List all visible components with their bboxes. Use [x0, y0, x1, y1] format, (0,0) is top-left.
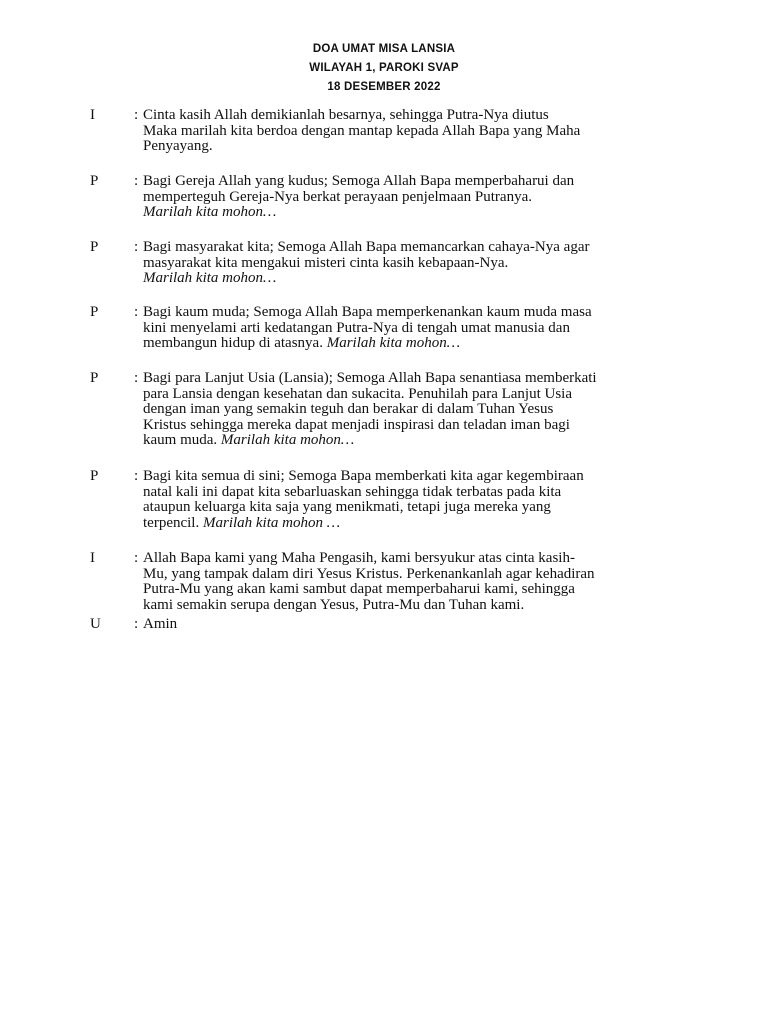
separator: :: [134, 239, 139, 255]
text-line: Bagi masyarakat kita; Semoga Allah Bapa memancarkan cahaya-Nya agar: [143, 239, 590, 255]
text-line: kami semakin serupa dengan Yesus, Putra-Mu dan Tuhan kami.: [143, 596, 525, 613]
text-line: Bagi Gereja Allah yang kudus; Semoga Allah Bapa memperbaharui dan: [143, 173, 575, 189]
response-inline: Marilah kita mohon …: [202, 514, 341, 531]
entry-text: [143, 371, 703, 449]
speaker-label: P: [90, 239, 99, 255]
response-line: Marilah kita mohon…: [143, 270, 277, 287]
entry-text: [143, 240, 703, 287]
separator: :: [134, 370, 139, 386]
text-line: para Lansia dengan kesehatan dan sukacita. Penuhilah para Lanjut Usia: [143, 385, 573, 402]
speaker-label: U: [90, 616, 101, 632]
entry-text: [143, 305, 703, 352]
speaker-label: I: [90, 107, 95, 123]
document-subtitle: WILAYAH 1, PAROKI SVAP: [309, 62, 459, 74]
text-line: [143, 516, 703, 532]
text-line: Kristus sehingga mereka dapat menjadi inspirasi dan teladan iman bagi: [143, 416, 570, 433]
document-title: DOA UMAT MISA LANSIA: [312, 43, 456, 55]
response-inline: Marilah kita mohon…: [220, 432, 355, 449]
speaker-label: I: [90, 550, 95, 566]
text-line: ataupun keluarga kita saja yang menikmati, tetapi juga mereka yang: [143, 499, 551, 516]
entry-text: [143, 469, 703, 531]
document-header: [0, 40, 768, 97]
text-line: dengan iman yang semakin teguh dan berakar di dalam Tuhan Yesus: [143, 401, 554, 418]
entry-text: [143, 108, 703, 155]
response-line: Marilah kita mohon…: [143, 204, 277, 221]
text-line: Putra-Mu yang akan kami sambut dapat memperbaharui kami, sehingga: [143, 581, 575, 598]
separator: :: [134, 107, 139, 123]
text-line: natal kali ini dapat kita sebarluaskan sehingga tidak terbatas pada kita: [143, 483, 562, 500]
text-segment: terpencil.: [143, 514, 200, 531]
separator: :: [134, 468, 139, 484]
separator: :: [134, 304, 139, 320]
speaker-label: P: [90, 468, 99, 484]
speaker-label: P: [90, 304, 99, 320]
text-line: Penyayang.: [143, 138, 213, 155]
text-line: Allah Bapa kami yang Maha Pengasih, kami bersyukur atas cinta kasih-: [143, 550, 575, 566]
text-line: [143, 336, 703, 352]
document-date: 18 DESEMBER 2022: [327, 81, 441, 93]
response-inline: Marilah kita mohon…: [326, 335, 461, 352]
text-line: Bagi kaum muda; Semoga Allah Bapa memperkenankan kaum muda masa: [143, 304, 592, 320]
separator: :: [134, 550, 139, 566]
text-line: Mu, yang tampak dalam diri Yesus Kristus. Perkenankanlah agar kehadiran: [143, 565, 595, 582]
text-line: Maka marilah kita berdoa dengan mantap kepada Allah Bapa yang Maha: [143, 122, 581, 139]
separator: :: [134, 616, 139, 632]
text-line: [143, 433, 703, 449]
separator: :: [134, 173, 139, 189]
text-line: Amin: [143, 616, 178, 632]
entry-text: [143, 551, 703, 613]
speaker-label: P: [90, 173, 99, 189]
speaker-label: P: [90, 370, 99, 386]
entry-text: [143, 174, 703, 221]
entry-text: [143, 617, 703, 633]
text-line: Cinta kasih Allah demikianlah besarnya, sehingga Putra-Nya diutus: [143, 107, 549, 123]
text-line: kini menyelami arti kedatangan Putra-Nya di tengah umat manusia dan: [143, 319, 570, 336]
text-segment: membangun hidup di atasnya.: [143, 335, 323, 352]
text-line: masyarakat kita mengakui misteri cinta kasih kebapaan-Nya.: [143, 254, 509, 271]
text-segment: kaum muda.: [143, 432, 218, 449]
text-line: Bagi para Lanjut Usia (Lansia); Semoga Allah Bapa senantiasa memberkati: [143, 370, 597, 386]
text-line: memperteguh Gereja-Nya berkat perayaan penjelmaan Putranya.: [143, 188, 532, 205]
text-line: Bagi kita semua di sini; Semoga Bapa memberkati kita agar kegembiraan: [143, 468, 584, 484]
